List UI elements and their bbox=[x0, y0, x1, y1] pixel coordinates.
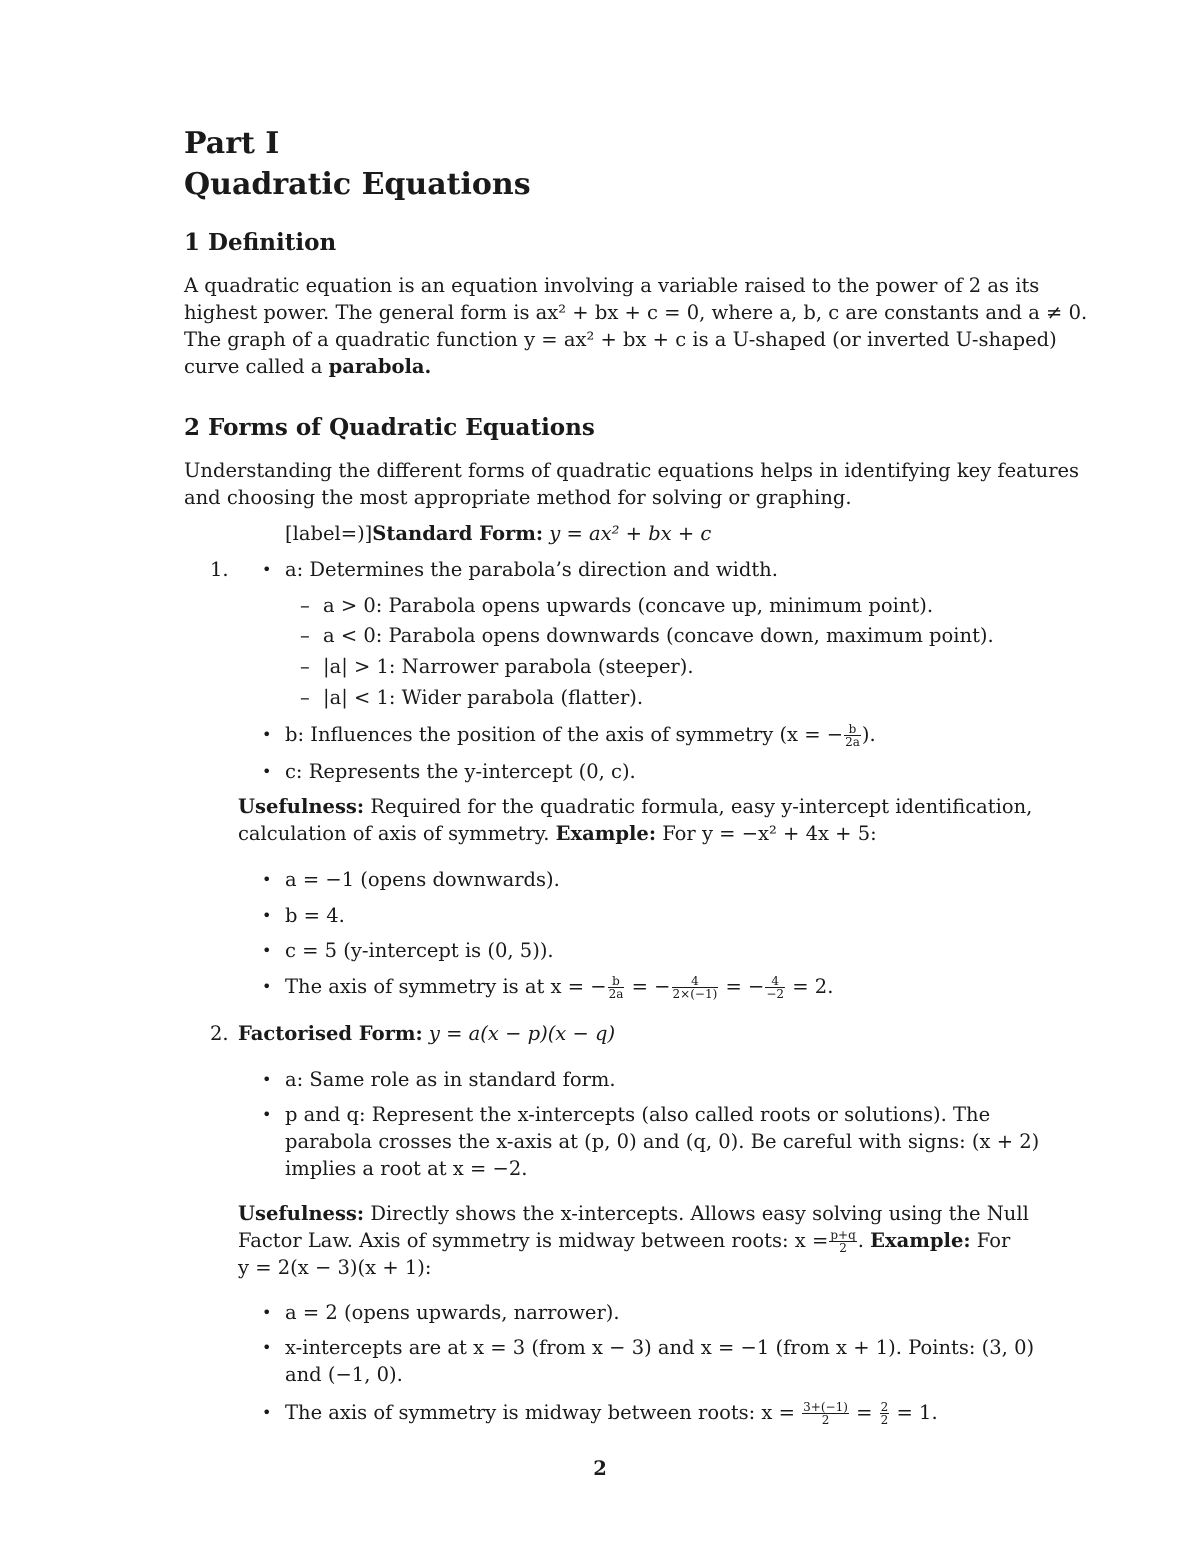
section-1-line-2: highest power. The general form is ax² + bx + c = 0, where a, b, c are constants and a ≠ 0. bbox=[184, 301, 1088, 324]
section-1-line-1: A quadratic equation is an equation involving a variable raised to the power of 2 as its bbox=[184, 274, 1040, 297]
fraction-2-over-2: $\frac{2}{2}$ bbox=[880, 1400, 889, 1427]
parabola-term: parabola. bbox=[328, 355, 432, 378]
bullet: • bbox=[262, 1338, 272, 1357]
std-example-bullet-4: The axis of symmetry is at x = − $\frac{b}{2a}$ = − $\frac{4}{2\times(-1)}$ = − $\frac{4}{-2}$ = 2. bbox=[285, 974, 834, 1001]
bullet: • bbox=[262, 725, 272, 744]
fraction-4-over-2x-1: $\frac{4}{2\times(-1)}$ bbox=[672, 974, 718, 1001]
bullet: • bbox=[262, 906, 272, 925]
std-usefulness-line-2: calculation of axis of symmetry. Example: For y = −x² + 4x + 5: bbox=[238, 822, 877, 845]
factorised-form-heading: Factorised Form: y = a(x − p)(x − q) bbox=[238, 1022, 616, 1045]
fact-example-bullet-3: The axis of symmetry is midway between roots: x = $\frac{3+(-1)}{2}$ = $\frac{2}{2}$ = 1. bbox=[285, 1400, 938, 1427]
dash: – bbox=[300, 624, 310, 647]
dash: – bbox=[300, 686, 310, 709]
std-dash-2: a < 0: Parabola opens downwards (concave down, maximum point). bbox=[323, 624, 994, 647]
bullet: • bbox=[262, 941, 272, 960]
fact-usefulness-line-3: y = 2(x − 3)(x + 1): bbox=[238, 1256, 432, 1279]
std-usefulness-line-1: Usefulness: Required for the quadratic formula, easy y-intercept identification, bbox=[238, 795, 1033, 818]
section-1-line-4: curve called a parabola. bbox=[184, 355, 432, 378]
section-2-title: 2 Forms of Quadratic Equations bbox=[184, 414, 595, 441]
fraction-p-plus-q-over-2: $\frac{p+q}{2}$ bbox=[830, 1228, 856, 1255]
fact-example-bullet-2-line-2: and (−1, 0). bbox=[285, 1363, 403, 1386]
fact-bullet-pq-line-2: parabola crosses the x-axis at (p, 0) and (q, 0). Be careful with signs: (x + 2) bbox=[285, 1130, 1040, 1153]
list-number-2: 2. bbox=[210, 1022, 229, 1045]
bullet: • bbox=[262, 560, 272, 579]
std-dash-3: |a| > 1: Narrower parabola (steeper). bbox=[323, 655, 694, 678]
std-example-bullet-2: b = 4. bbox=[285, 904, 345, 927]
bullet: • bbox=[262, 762, 272, 781]
part-title: Part I bbox=[184, 126, 280, 161]
list-number-1: 1. bbox=[210, 558, 229, 581]
chapter-title: Quadratic Equations bbox=[184, 167, 531, 202]
bullet: • bbox=[262, 1105, 272, 1124]
fraction-b-over-2a: $\frac{b}{2a}$ bbox=[608, 974, 624, 1001]
std-bullet-a: a: Determines the parabola’s direction and width. bbox=[285, 558, 778, 581]
fact-usefulness-line-2: Factor Law. Axis of symmetry is midway between roots: x = $\frac{p+q}{2}$ . Example: For bbox=[238, 1228, 1011, 1255]
bullet: • bbox=[262, 1403, 272, 1422]
std-example-bullet-1: a = −1 (opens downwards). bbox=[285, 868, 560, 891]
fraction-b-over-2a: $\frac{b}{2a}$ bbox=[845, 722, 860, 749]
std-dash-4: |a| < 1: Wider parabola (flatter). bbox=[323, 686, 644, 709]
dash: – bbox=[300, 594, 310, 617]
bullet: • bbox=[262, 1070, 272, 1089]
fraction-4-over-minus-2: $\frac{4}{-2}$ bbox=[766, 974, 785, 1001]
bullet: • bbox=[262, 1303, 272, 1322]
std-bullet-b: b: Influences the position of the axis of symmetry (x = − $\frac{b}{2a}$ ). bbox=[285, 722, 876, 749]
section-1-line-3: The graph of a quadratic function y = ax² + bx + c is a U-shaped (or inverted U-shaped) bbox=[184, 328, 1057, 351]
section-2-intro-line-1: Understanding the different forms of quadratic equations helps in identifying key features bbox=[184, 459, 1080, 482]
fact-example-bullet-2-line-1: x-intercepts are at x = 3 (from x − 3) and x = −1 (from x + 1). Points: (3, 0) bbox=[285, 1336, 1035, 1359]
dash: – bbox=[300, 655, 310, 678]
fact-bullet-a: a: Same role as in standard form. bbox=[285, 1068, 616, 1091]
section-1-title: 1 Definition bbox=[184, 229, 337, 256]
std-bullet-c: c: Represents the y-intercept (0, c). bbox=[285, 760, 636, 783]
fact-bullet-pq-line-3: implies a root at x = −2. bbox=[285, 1157, 528, 1180]
fact-example-bullet-1: a = 2 (opens upwards, narrower). bbox=[285, 1301, 620, 1324]
bullet: • bbox=[262, 870, 272, 889]
page-number: 2 bbox=[593, 1457, 607, 1480]
bullet: • bbox=[262, 977, 272, 996]
fact-usefulness-line-1: Usefulness: Directly shows the x-intercepts. Allows easy solving using the Null bbox=[238, 1202, 1029, 1225]
section-2-intro-line-2: and choosing the most appropriate method for solving or graphing. bbox=[184, 486, 852, 509]
standard-form-heading: [label=)]Standard Form: y = ax² + bx + c bbox=[285, 522, 712, 545]
fact-bullet-pq-line-1: p and q: Represent the x-intercepts (also called roots or solutions). The bbox=[285, 1103, 991, 1126]
std-dash-1: a > 0: Parabola opens upwards (concave up, minimum point). bbox=[323, 594, 934, 617]
fraction-3-plus-minus-1-over-2: $\frac{3+(-1)}{2}$ bbox=[803, 1400, 848, 1427]
std-example-bullet-3: c = 5 (y-intercept is (0, 5)). bbox=[285, 939, 554, 962]
